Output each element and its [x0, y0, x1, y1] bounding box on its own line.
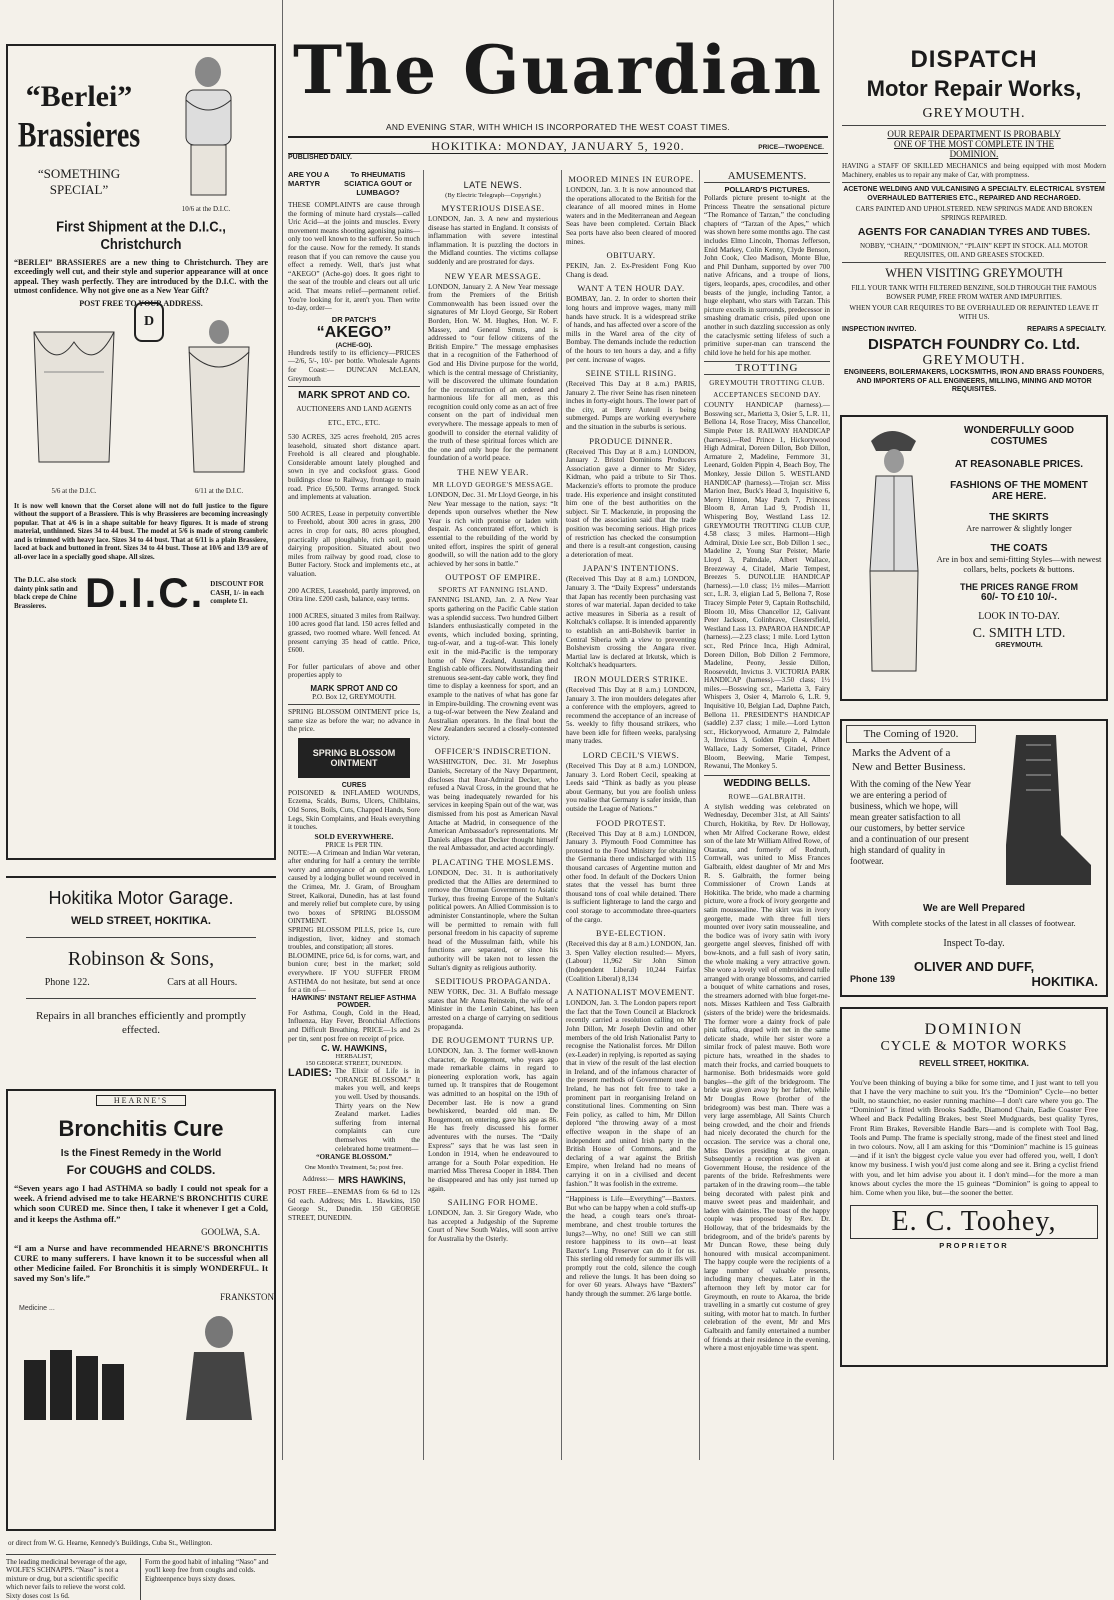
dispatch-body4: NOBBY, “CHAIN,” “DOMINION,” “PLAIN” KEPT IN STOCK. ALL MOTOR REQUISITES, OIL AND GREASES STOCKED. — [842, 242, 1106, 259]
testimonial-2: “I am a Nurse and have recommended HEARNE'S BRONCHITIS CURE to many sufferers. I have known it to be successful when all other Medicine failed. For Bronchitis it is simply WONDERFUL. It saved my Son's life.” — [14, 1243, 268, 1284]
c5-heading: PRODUCE DINNER. — [566, 436, 696, 446]
dispatch-body5: FILL YOUR TANK WITH FILTERED BENZINE, SOLD THROUGH THE FAMOUS BOWSER PUMP, FREE FROM WATER AND IMPURITIES. — [842, 284, 1106, 301]
c4-body: (Received This Day at 8 a.m.) PARIS, January 2. The river Seine has risen nineteen inches in forty-eight hours. The lower part of the city, at Berry Auteuil is being submerged. Pumps are working everywhere and the situation in the suburbs is serious. — [566, 380, 696, 432]
akego-tail: Hundreds testify to its efficiency—PRICES—2/6, 5/-, 10/- per bottle. Wholesale Agents for Coast:— DUNCAN McLEAN, Greymouth — [288, 349, 420, 383]
cures-body: POISONED & INFLAMED WOUNDS, Eczema, Scalds, Burns, Ulcers, Chilblains, Old Sores, Boils, Cuts, Chapped Hands, Sore Legs, Skin Complaints, and Heals everything it touches. — [288, 789, 420, 832]
garage-street: WELD STREET, HOKITIKA. — [6, 915, 276, 927]
pollards-body: Pollards picture present to-night at the Princess Theatre the sensational picture “The Romance of Tarzan,” the concluding chapters of “Tarzan of the Apes,” which was shown here some months ago. The cast includes Elmo Lincoln, Thomas Jefferson, Enid Markey, Colin Kenny, Clyde Benson, John Cook, Cleo Madison, Monte Blue, and Phil Dunham, supported by over 700 native Africans, and a troupe of lions, tigers, leopards, apes, crocodiles, and other beasts of the jungle, including Tantor, a huge elephant, who stars with Tarzan. This picture excells in surrounds, predecessor in smashing dramatic crisis, piled upon one another in such dazzling succession as only the cataclysmic setting lifeless of such a primitive super-man can transcend the child love he held for his ape mother. — [704, 194, 830, 357]
garage-phone: Phone 122. — [45, 977, 90, 988]
enemas-note: POST FREE—ENEMAS from 6s 6d to 12s 6d each. Address; Mrs L. Hawkins, 150 George St., Dunedin. 150 GEORGE STREET, DUNEDIN. — [288, 1188, 420, 1222]
schnapps-ad: The leading medicinal beverage of the age, WOLFE'S SCHNAPPS. “Naso” is not a mixture or drug, but a scientific specific which never fails to relieve the worst cold. Sixty doses cost 1s 6d. — [6, 1558, 141, 1600]
spring-blossom-note: SPRING BLOSSOM OINTMENT price 1s, same size as before the war; no advance in the price. — [288, 708, 420, 734]
oliver-h2: Marks the Advent of a New and Better Business. — [846, 743, 976, 777]
s3-body: LONDON, Dec. 31. Mr Lloyd George, in his New Year message to the nation, says: “It depends upon ourselves whether the New Year is rich with promise or laden with despair. As concentrated effort, which is essential to the rebuilding of the world by united effort, inspires the spirit of general goodwill, so will the nation add to the glory achieved by her sons in battle.” — [428, 491, 558, 568]
smith-l1: WONDERFULLY GOOD — [936, 425, 1102, 436]
dispatch-body1: HAVING a STAFF OF SKILLED MECHANICS and being equipped with most Modern Machinery, enables us to repair any make of Car, with promptness. — [842, 162, 1106, 179]
hearnes-brand: HEARNE'S — [96, 1095, 186, 1106]
c4-heading: SEINE STILL RISING. — [566, 368, 696, 378]
c7-heading: IRON MOULDERS STRIKE. — [566, 674, 696, 684]
berlei-title: “Berlei” — [14, 80, 144, 114]
dispatch-town: GREYMOUTH. — [842, 106, 1106, 122]
mark-sprot-sub: AUCTIONEERS AND LAND AGENTS — [288, 405, 420, 413]
dispatch-body6: WHEN YOUR CAR REQUIRES TO BE OVERHAULED OR REPAINTED LEAVE IT WITH US. — [842, 304, 1106, 321]
subcolumn-c — [566, 170, 700, 1460]
c11-body: LONDON, Jan. 3. The London papers report the fact that the Town Council at Blackrock recently carried a resolution calling on Mr John Dillon, Mr Joseph Devlin and other members of the old Irish Nationalist Party to recognise the Nationalist forces. Mr Dillon (ex-Leader) in replying, is reported as saying that in view of the result of the last election in Ireland, and of the infamous character of the present methods of Government used in Ireland, he has not felt free to take a prominent part in reorganising Ireland on constitutional lines. Commenting on Sinn Fein policy, as called to him, Mr Dillon deplored “the throwing away of a most effective weapon in the shape of an independent and united Irish party in the British House of Commons, and the declaring of a war against the British Empire, when Ireland had no means of carrying it on in a civilised and decent fashion.” It was foolish in the extreme. — [566, 999, 696, 1188]
testimonial-1: “Seven years ago I had ASTHMA so badly I could not speak for a week. A friend advised me to take HEARNE'S BRONCHITIS CURE which soon CURED me. Since then, I take it whenever I get a Cold, and it keeps the Asthma off.” — [14, 1183, 268, 1224]
c7-body: (Received This Day at 8 a.m.) LONDON, January 3. The iron moulders delegates after a conference with the employers, agreed to recommend the acceptance of an increase of 5s. weekly to fifty thousand strikers, who have been idle for fifteen weeks, paralysing many trades. — [566, 686, 696, 746]
left-ads-column — [0, 0, 283, 1460]
bloomine-note: BLOOMINE, price 6d, is for corns, wart, and bunion cure; best in the market; sold everywhere. IF YOU SUFFER FROM ASTHMA do not hesitate, but send at once for a tin of— — [288, 952, 420, 995]
baxters-ad: “Happiness is Life—Everything”—Baxters. But who can be happy when a cold stuffs-up the head, a cough tears one's throat-membrane, and chest trouble tortures the lungs?—Why, no one! Still we can still restore happiness to its own—at least Baxter's Lung Preserver can do it for us. This sterling old remedy for summer ills will promptly rout the cold, silence the cough and relieve the lungs. It has been doing so for over 60 years. Always have “Baxters” handy through the summer. 2/6 large bottle. — [566, 1195, 696, 1298]
oliver-town: HOKITIKA. — [1032, 974, 1098, 989]
smith-l2: COSTUMES — [936, 436, 1102, 447]
further-particulars: For fuller particulars of above and other properties apply to — [288, 663, 420, 680]
smith-l7: Are narrower & slightly longer — [936, 523, 1102, 533]
bronchitis-ad — [6, 1089, 276, 1531]
spring-blossom-banner: SPRING BLOSSOM OINTMENT — [298, 738, 410, 778]
price: PRICE—TWOPENCE. — [758, 144, 824, 151]
bronchitis-tag1: Is the Finest Remedy in the World — [14, 1148, 268, 1159]
dic-discount: DISCOUNT FOR CASH, 1/- in each complete £1. — [210, 580, 268, 606]
hawkins-relief: HAWKINS' INSTANT RELIEF ASTHMA POWDER. — [288, 995, 420, 1009]
foundry-body: ENGINEERS, BOILERMAKERS, LOCKSMITHS, IRON AND BRASS FOUNDERS, AND IMPORTERS OF ALL ENGINEERS, MILLING, MINING AND MOTOR REQUISITES. — [842, 369, 1106, 395]
model-illustration — [146, 50, 266, 200]
smith-l4: FASHIONS OF THE MOMENT — [936, 480, 1102, 491]
c3-body: BOMBAY, Jan. 2. In order to shorten their long hours and improve wages, many mill hands have struck. It is a widespread strike of hands, and has affected over a score of the mills in the Warel area of the city of Bombay. The demands include the reduction of the hours to ten hours a day, and a fifty per cent. increase of wages. — [566, 295, 696, 364]
garage-cars: Cars at all Hours. — [167, 977, 237, 988]
c8-body: (Received This Day at 8 a.m.) LONDON, January 3. Lord Robert Cecil, speaking at Leeds said “Think as badly as you please about Germany, but you are foolish unless you realise that Germany is safer inside, than outside the League of Nations.” — [566, 762, 696, 814]
c6-body: (Received This Day at 8 a.m.) LONDON, January 3. The “Daily Express” understands that Japan has recently been purchasing vast stores of war material. Japan decided to take active measures in Siberia as a result of Koltchak's collapse. It is intended apparently to establish an anti-Bolshevik barrier in Central Siberia with a view to preventing Bolshevism crossing the Angara river. Martial law is declared at Irkutsk, which is Koltchak's headquarters. — [566, 575, 696, 670]
wedding-body: A stylish wedding was celebrated on Wednesday, December 31st, at All Saints' Church, Hokitika, by Rev. Dr Holloway, when Mr Alfred Cockerane Rowe, eldest son of the late Mr William Alfred Rowe, of Otautau, and formerly of Redruth, Cornwall, was united to Miss Frances Galbraith, eldest daughter of Mr and Mrs R. S. Galbraith, the former being Commissioner of Crown Lands at Hokitika. The bride, who made a charming picture, wore a frock of ivory georgette and satin moussealine. The skirt was in ivory georgette, made with three full tiers mounted over ivory satin moussealine, and the bodice was of ivory satin with ivory georgette angel sleeves, finished off with bow-knots, and a full sash of ivory satin, the whole making a very attractive gown. She wore a lovely veil of embroidered tulle arranged with orange blossoms, and carried a bouquet of white carnations and roses, the streamers adorned with blue forget-me-nots. Misses Kathleen and Tess Galbraith (sisters of the bride) were the bridesmaids. The former wore a dainty frock of pale pink taffeta, draped with net in the same delicate shade, while her sister wore a similar frock of palest mauve. Both wore picture hats, wreathed in the shades to match their frocks, and carried bouquets to harmonise. Both bridesmaids wore gold bangles—the gift of the bridegroom. The bride was given away by her father, while Mr Douglas Rowe (brother of the bridegroom) was best man. There was a very large assemblage, All Saints Church being crowded, and the choir and friends had nicely decorated the church for the occasion. The service was a choral one, Miss Davies presiding at the organ. Subsequently a reception was given at Government House, the residence of the parents of the bride. Refreshments were partaken of in the drawing room—the table being decorated with palest pink and mauve sweet peas and maidenhair, and laden with dainties. The toast of the happy couple was proposed by Rev. Dr. Holloway, that of the bridesmaids by the bridegroom, and of the bride's parents by Mr Duncan Rowe, these being duly honoured with musical accompaniment. The happy couple were the recipients of a large number of valuable presents, including many cheques. Later in the afternoon they left by motor car for Greymouth, en route to Akaroa, the bride travelling in a smartly cut costume of grey suiting, with motor hat to match. In further celebration of the event, Mr and Mrs Galbraith and family entertained a number of friends at their residence in the evening, where a most enjoyable time was spent. — [704, 803, 830, 1353]
c3-heading: WANT A TEN HOUR DAY. — [566, 283, 696, 293]
one-month: One Month's Treatment, 5s; post free. — [288, 1164, 420, 1171]
c2-heading: OBITUARY. — [566, 250, 696, 260]
bronchitis-tag2: For COUGHS and COLDS. — [14, 1163, 268, 1177]
brassiere-figure-right — [164, 312, 274, 482]
address-label: Address:— — [302, 1175, 334, 1185]
s9-heading: SAILING FOR HOME. — [428, 1197, 558, 1207]
c8-heading: LORD CECIL'S VIEWS. — [566, 750, 696, 760]
dic-logo: D.I.C. — [85, 569, 204, 617]
smith-l8: THE COATS — [936, 543, 1102, 554]
land-500: 500 ACRES, Lease in perpetuity convertible to Freehold, about 300 acres in grass, 200 acres in crop for oats, 80 acres ploughed, practically all ploughable, rich soil, good dairying proposition. Situated about two miles from railway by good road, close to Butter Factory. Stock and implements etc., at valuation. — [288, 510, 420, 579]
dispatch-body3: CARS PAINTED AND UPHOLSTERED. NEW SPRINGS MADE AND BROKEN SPRINGS REPAIRED. — [842, 205, 1106, 222]
lady-costume-illustration — [846, 421, 936, 697]
asthma-body: For Asthma, Cough, Cold in the Head, Influenza, Hay Fever, Bronchial Affections and Difficult Breathing. PRICE—1s and 2s per tin, sent post free on receipt of price. — [288, 1009, 420, 1043]
oliver-name: OLIVER AND DUFF, — [846, 959, 1102, 974]
masthead-subtitle: AND EVENING STAR, WITH WHICH IS INCORPORATED THE WEST COAST TIMES. — [284, 122, 832, 132]
ladies-body: The Elixir of Life is in “ORANGE BLOSSOM.” It makes you well, and keeps you well. Used by thousands. Thirty years on the New Zealand market. Ladies suffering from internal complaints can cure themselves with the celebrated home treatment— — [335, 1067, 420, 1153]
crimean-note: NOTE:—A Crimean and Indian War veteran, after enduring for half a century the terrible worry and annoyance of an open wound, caused by a lodging bullet wound received in the Crimea, Mr. J. Gram, of Brougham Street, Kaikorai, Dunedin, has at last found and merely relief but complete cure, by using two boxes of SPRING BLOSSOM OINTMENT. — [288, 849, 420, 926]
s5-heading: OFFICER'S INDISCRETION. — [428, 746, 558, 756]
trotting-heading: TROTTING — [704, 361, 830, 375]
c1-heading: MOORED MINES IN EUROPE. — [566, 174, 696, 184]
s6-heading: PLACATING THE MOSLEMS. — [428, 857, 558, 867]
land-530: 530 ACRES, 325 acres freehold, 205 acres leasehold, situated short distance apart. Freehold is all cleared and ploughable. Considerable amount lately ploughed and sown in rye and cocksfoot grass. Good buildings close to Railway, frontage to main road. Price £6,500. Terms arranged. Stock and implements at valuation. — [288, 433, 420, 502]
dispatch-line1: OUR REPAIR DEPARTMENT IS PROBABLY — [842, 129, 1106, 139]
s4-heading: OUTPOST OF EMPIRE. — [428, 572, 558, 582]
dr-patch: DR PATCH'S — [288, 315, 420, 324]
dic-left-note: The D.I.C. also stock dainty pink satin and black crepe de Chine Brassieres. — [14, 576, 79, 610]
c11-heading: A NATIONALIST MOVEMENT. — [566, 987, 696, 997]
herbalist: HERBALIST, — [288, 1053, 420, 1060]
berlei-ad — [6, 44, 276, 860]
land-200: 200 ACRES, Leasehold, partly improved, on Otira line. £200 cash, balance, easy terms. — [288, 587, 420, 604]
pills-note: SPRING BLOSSOM PILLS, price 1s, cure indigestion, liver, kidney and stomach troubles, and constipation; all stores. — [288, 926, 420, 952]
garage-ad — [6, 876, 276, 1037]
s2-heading: NEW YEAR MESSAGE. — [428, 271, 558, 281]
oliver-prepared: We are Well Prepared — [846, 903, 1102, 914]
orange-blossom: “ORANGE BLOSSOM.” — [288, 1153, 420, 1161]
smith-l11: 60/- TO £10 10/-. — [936, 592, 1102, 603]
acceptances: ACCEPTANCES SECOND DAY. — [704, 391, 830, 399]
dic-logo-icon: D — [134, 302, 164, 342]
mark-sprot-box: P.O. Box 12, GREYMOUTH. — [288, 693, 420, 701]
caption-6-11: 6/11 at the D.I.C. — [164, 487, 274, 496]
smith-l5: ARE HERE. — [936, 491, 1102, 502]
dispatch-visit: WHEN VISITING GREYMOUTH — [842, 266, 1106, 281]
smith-l9: Are in box and semi-fitting Styles—with newest collars, belts, pockets & buttons. — [936, 554, 1102, 574]
caption-10-6: 10/6 at the D.I.C. — [144, 205, 268, 214]
oliver-inspect: Inspect To-day. — [846, 938, 1102, 949]
sold-everywhere: SOLD EVERYWHERE. — [288, 832, 420, 841]
s1-body: LONDON, Jan. 3. A new and mysterious disease has started in England. It consists of inflammation with severe intestinal inflammation. It is puzzling the doctors in the Midland counties. The victims collapse suddenly and are prostrated for days. — [428, 215, 558, 267]
dominion-body: You've been thinking of buying a bike for some time, and I just want to tell you that I have the very machine to suit you. It's the “Dominion” Cycle—no better built, no staunchier, no easier running machine—I don't care where you go. The “Dominion” is fitted with Brooks Saddle, Diamond Chain, Eadie Coaster Free Wheel and Back Pedalling Brakes, best Steel Mudguards, best quality Tyres, Front Rim Brakes, Reversible Handle Bars—and is complete with Tool Bag, Tools and Pump. The frame is specially strong, made of the finest steel and lined in two colours. Now, all I am asking for this “Dominion” machine is 15 guineas—and if it isn't the biggest cycle value you ever had offered you, well, I don't know my business. I wish you'd just come along and see it. Bring a cyclist friend with you, and let him advise you about it. I don't mind—for the more a man knows about cycles the more the 15 guineas “Dominion” is going to appeal to him. Come when you like, but—the sooner the better. — [850, 1078, 1098, 1198]
proprietor: PROPRIETOR — [850, 1241, 1098, 1250]
c10-heading: BYE-ELECTION. — [566, 928, 696, 938]
boot-illustration — [976, 725, 1100, 895]
greymouth-trotting: GREYMOUTH TROTTING CLUB. — [704, 379, 830, 387]
repairs-specialty: REPAIRS A SPECIALTY. — [1027, 326, 1106, 333]
c6-heading: JAPAN'S INTENTIONS. — [566, 563, 696, 573]
oliver-body: With the coming of the New Year we are entering a period of business, which we hope, will mean greater satisfaction to all our customers, by better service and a continuation of our present high standard of quality in footwear. — [846, 777, 976, 869]
smith-l3: AT REASONABLE PRICES. — [936, 459, 1102, 470]
toohey-name: E. C. Toohey, — [850, 1205, 1098, 1239]
rheum-body: THESE COMPLAINTS are cause through the forming of minute hard crystals—called Uric Acid—at the joints and muscles. Every movement means shooting agonising pains—only too well known to the sufferer. So much for the cause. Now for the remedy. It stands reason that if you can remove the cause you effect a remedy. Well, that's just what “AKEGO” (Ache-go) does. It goes right to the seat of the trouble and clears out all uric acid. That means relief—permanent relief. You're looking for it, aren't you. Then write to-day, order— — [288, 201, 420, 313]
mark-sprot-etc: ETC., ETC., ETC. — [288, 419, 420, 427]
ladies-heading: LADIES: — [288, 1067, 332, 1153]
doctor-illustration — [164, 1302, 274, 1422]
brassieres-title: Brassieres — [14, 115, 144, 157]
post-free: POST FREE TO YOUR ADDRESS. — [14, 299, 268, 309]
naso-ad: Form the good habit of inhaling “Naso” and you'll keep free from coughs and colds. Eighteenpence buys sixty doses. — [141, 1558, 276, 1600]
dispatch-ad — [834, 0, 1114, 401]
s7-body: NEW YORK, Dec. 31. A Buffalo message states that Mr Anna Reinstein, the wife of a Minister in the Lenin Cabinet, has been arrested on a charge of carrying on seditious propaganda. — [428, 988, 558, 1031]
smith-l6: THE SKIRTS — [936, 512, 1102, 523]
s5-body: WASHINGTON, Dec. 31. Mr Josephus Daniels, Secretary of the Navy Department, discloses that Rear-Admiral Decker, who refused a Naval Cross, in the ground that he was being inadequately rewarded for his services in keeping Spain out of the war, was dismissed from his post as American Naval Attache at Madrid, in consequence of the American Ambassador's representations. Mr Daniels alleges that Decker thought himself the real Ambassador, and acted accordingly. — [428, 758, 558, 853]
akego-title: “AKEGO” — [288, 324, 420, 342]
s9-body: LONDON, Jan. 3. Sir Gregory Wade, who has accepted a Judgeship of the Supreme Court of New South Wales, will soon arrive for Australia by the Osterly. — [428, 1209, 558, 1243]
price-per-tin: PRICE 1s PER TIN. — [288, 841, 420, 849]
c5-body: (Received This Day at 8 a.m.) LONDON, January 2. Bristol Dominions Producers Association gave a dinner to Mr Sidey, Kidman, who paid a tribute to Sir Thos. Mackenzie's efforts to promote the produce trade. His experience and insight constituted him one of the best authorities on the subject. Sir T. Mackenzie, in proposing the toast of the association said that the trade position was becoming serious. High prices of restriction has checked the consumption and there is a result-ant congestion, causing a deterioration of meat. — [566, 448, 696, 560]
bronchitis-title: Bronchitis Cure — [14, 1116, 268, 1142]
garage-repairs: Repairs in all branches efficiently and promptly effected. — [6, 1009, 276, 1037]
berlei-tagline: “SOMETHING SPECIAL” — [14, 166, 144, 198]
late-news: LATE NEWS. — [428, 180, 558, 190]
pollards-heading: POLLARD'S PICTURES. — [704, 185, 830, 194]
subcolumn-b — [428, 170, 562, 1460]
oliver-h1: The Coming of 1920. — [846, 725, 976, 743]
hawkins-address: 150 GEORGE STREET, DUNEDIN. — [288, 1060, 420, 1067]
s6-body: LONDON, Dec. 31. It is authoritatively predicted that the Allies are determined to remove the Ottoman Government to Asiatic Turkey, thus freeing Europe of the Sultan's political powers. An Allied Commission is to administer Constantinople, where the Sultan will be permitted to remain with full personal freedom in his capacity of supreme head of the Mussulman faith, while his functions are separated, or since his authority will be taken not to lessen the Sultan's dignity as religious authority. — [428, 869, 558, 972]
amusements-heading: AMUSEMENTS. — [704, 170, 830, 183]
mark-sprot-title: MARK SPROT AND CO. — [288, 390, 420, 401]
rheum-question: ARE YOU A MARTYR — [288, 170, 336, 188]
dominion-ad — [840, 1007, 1108, 1367]
smith-name: C. SMITH LTD. — [936, 626, 1102, 642]
brassiere-figure-left — [14, 312, 134, 482]
dispatch-line3: DOMINION. — [842, 149, 1106, 159]
c2-body: PEKIN, Jan. 2. Ex-President Fong Kuo Chang is dead. — [566, 262, 696, 279]
smith-l12: LOOK IN TO-DAY. — [936, 611, 1102, 622]
trotting-results: COUNTY HANDICAP (harness).—Bosswing scr., Marietta 3, Osier 5, L.R. 11, Bellona 14, Rose Tracey, Miss Chancellor, Simple Peter 18. RAILWAY HANDICAP (harness).—Red Prince 1, Hickorywood High Admiral, Doreen Dillon, Bob Dillon, Armature 2, Madeline, Fernmore 31, Leenard, Golden Pippin 4, Beach Boy, The Monkey, Jessie Dillon 5. WESTLAND HANDICAP (harness).—Trojan scr. Miss Marion Inez, Buck's Head 3, Inquisitive 6, Merry Hinton, May Patch 7, Princess Bloom 8, Arran Lad 9, Prodish 11, Whispering Boy, Westland Lass 12. GREYMOUTH TROTTING CLUB CUP, 4.58 class; 3 miles. Harmont—High Admiral, Dixie Lee scr., Bob Dillon 1 sec., Madeline 2, Young Star Peister, Marie Lloyd 3, Palmdale, Albert Wallace, Breezeway 4, Citadel, Marie Tempest, Breezes 5. DUNOLLIE HANDICAP (harness).—1.0 class; 1½ miles—Marriott scr., L.R. 3, eligian Lad 5, Bellona 7, Rose Tracey Simple Peter 9, Captain Rothschild, Bloom 10, Miss Chancellor 12, Galivant Peter Jackson, Colinbrave, Clestersfield, Westland Lass 13. PAPAROA HANDICAP (harness).—2.23 class; 1 mile. Lord Lytton scr., Red Prince Inca, High Admiral, Doreen Dillon, Bob Dillon 2 Fernmore, Madeline, Peony, Jessie Dillon, Rooseveldt, Invictus 3. VICTORIA PARK HANDICAP (harness).—3.50 class; 1½ miles.—Bosswing scr., Marietta 3, Fairy Whispers 3, Osier 4, Marrolo 6, L.R. 9, Inquisitive 10, Belgian Lad, Daphne Patch, Bellona 11. PRESIDENT'S HANDICAP (saddle) 2.37 class; 1 mile.—Lord Lytton scr., Hickorywood, Armature 2, Palmdale 3, Invictus 3, Golden Pippin 4, Albert Wallace, Lady Somerset, Citadel, Prince Bloom, Beewing, Marie Tempest, Rewanui, The Monkey 5. — [704, 401, 830, 771]
wedding-heading: WEDDING BELLS. — [704, 775, 830, 789]
foundry-town: GREYMOUTH. — [842, 353, 1106, 369]
testimonial-2-sig: FRANKSTON — [164, 1292, 274, 1302]
dispatch-title: DISPATCH — [842, 46, 1106, 74]
dispatch-line2: ONE OF THE MOST COMPLETE IN THE — [842, 139, 1106, 149]
c10-body: (Received this day at 8 a.m.) LONDON, Jan. 3. Spen Valley election resulted:— Myers, (Labour) 11,962 Sir John Simon (Independent Liberal) 10,244 Fairfax (Coalition Liberal) 8,134 — [566, 940, 696, 983]
s8-body: LONDON, Jan. 3. The former well-known character, de Rougemont, who years ago made remarkable claims in regard to pioneering exploration work, has again turned up. It transpires that de Rougemont was admitted to an hospital on the 19th of December last. He is now a grand bewhiskered, bearded old man. De Rougemont, on entering, gave his age as 86. He has freely discussed his former adventures with the nurses. The “Daily Express” says that he was last seen in London in 1914, when he endeavoured to arrange for a South Polar expedition. He married Miss Theresa Cooper in 1884. Then he disappeared and has only just turned up again. — [428, 1047, 558, 1193]
smith-town: GREYMOUTH. — [936, 642, 1102, 649]
c9-heading: FOOD PROTEST. — [566, 818, 696, 828]
center-news-area — [284, 0, 832, 1460]
testimonial-1-sig: GOOLWA, S.A. — [22, 1227, 260, 1237]
dominion-street: REVELL STREET, HOKITIKA. — [850, 1059, 1098, 1068]
dispatch-title2: Motor Repair Works, — [842, 76, 1106, 102]
dispatch-agents: AGENTS FOR CANADIAN TYRES AND TUBES. — [842, 226, 1106, 238]
berlei-notes: It is now well known that the Corset alone will not do full justice to the figure without the support of a Brassiere. This is why Brassieres are becoming increasingly popular. That at 4/6 is in a shape suitable for heavy figures. It is made of strong material, unthinned. Sizes 34 to 44 bust. The model at 5/6 is made of strong cambric and is trimmed with heavy lace. Sizes 34 to 44 bust. That at 6/11 is a plain Brassiere, laced at back and buttoned in front. Sizes 34 to 44 bust. Those at 10/6 and 13/9 are of all-over lace in a specially good shape. All sizes. — [14, 502, 268, 562]
land-1000: 1000 ACRES, situated 3 miles from Railway. 100 acres good flat land. 150 acres felled and grassed, two roomed whare. Well fenced. At present carrying 35 head of cattle. Price, £600. — [288, 612, 420, 655]
dispatch-body2: ACETONE WELDING AND VULCANISING A SPECIALTY. ELECTRICAL SYSTEM OVERHAULED BATTERIES ETC., REPAIRED AND RECHARGED. — [842, 186, 1106, 203]
smith-costumes-ad — [840, 415, 1108, 701]
published-daily: PUBLISHED DAILY. — [284, 154, 832, 161]
foundry-name: DISPATCH FOUNDRY Co. Ltd. — [842, 336, 1106, 353]
hawkins-name: C. W. HAWKINS, — [288, 1043, 420, 1053]
oliver-phone: Phone 139 — [850, 974, 895, 989]
dominion-title: DOMINION — [850, 1021, 1098, 1039]
s1-heading: MYSTERIOUS DISEASE. — [428, 203, 558, 213]
berlei-body: “BERLEI” BRASSIERES are a new thing to Christchurch. They are exceedingly well cut, and their style and superior appearance will at once appeal. They wash perfectly. They are introduced by the D.I.C. with the utmost confidence. Why not give one as a New Year Gift? — [14, 258, 268, 296]
s8-heading: DE ROUGEMONT TURNS UP. — [428, 1035, 558, 1045]
rowe-galbraith: ROWE—GALBRAITH. — [704, 793, 830, 801]
masthead-title: The Guardian — [284, 30, 832, 110]
c9-body: (Received This Day at 8 a.m.) LONDON, January 3. Plymouth Food Committee has protested to the Food Ministry for obtaining the Germania there undischarged with 115 thousand carcases of Argentine mutton and other food. In default of the Dockers Union states that the vessel has burnt three thousand tons of coal while detained. There is sufficient lighterage to land the cargo and cool storage to accommodate three-quarters of the cargo. — [566, 830, 696, 925]
s4-sub: SPORTS AT FANNING ISLAND. — [428, 586, 558, 594]
inspection-invited: INSPECTION INVITED. — [842, 326, 916, 333]
caption-5-6: 5/6 at the D.I.C. — [14, 487, 134, 496]
s4-body: FANNING ISLAND, Jan. 2. A New Year sports gathering on the Pacific Cable station was a splendid success. Two hundred Gilbert Islanders enthusiastically competed in the events, which included boxing, sprinting, tug-of-war, and a tug-of-war. This lonely exit in the mid-Pacific is the temporary home of New Zealand, Australian and English cable officers. Notwithstanding their strenuous sea-sent-day cable work, they find time to display a keenness for sport, and an example to the natives of what has gone far in Empire-building. The crowning event was a tug-of-war between the New Zealand and Australian operators. In the final bout the New Zealanders secured a closely-contested victory. — [428, 596, 558, 742]
subcolumn-a — [288, 170, 424, 1460]
rheum-to: To RHEUMATIS SCIATICA GOUT or LUMBAGO? — [336, 170, 420, 197]
oliver-duff-ad — [840, 719, 1108, 997]
garage-name: Hokitika Motor Garage. — [6, 888, 276, 909]
telegraph-note: (By Electric Telegraph—Copyright.) — [428, 192, 558, 199]
bottle-illustration — [14, 1290, 164, 1430]
smith-l10: THE PRICES RANGE FROM — [936, 582, 1102, 592]
cures-heading: CURES — [288, 782, 420, 789]
s2-body: LONDON, January 2. A New Year message from the Premiers of the British Commonwealth has been issued over the signatures of Mr Lloyd George, Sir Robert Borden, Hon. W. M. Hughes, Hon. W. F. Massey, and General Smuts, and is addressed to “our fellow citizens of the British Empire.” The message emphasises that in a recognition of the Fatherhood of God and His Divine purpose for the world, which is the central message of Christianity, will be discovered the ultimate foundation for the reconstruction of an ordered and harmonious life for all men, as this recognition could only come as an act of free consent on the part of individual men everywhere. The message appeals to men of goodwill to consider the eternal validity of the truth of these spiritual forces which are the one and only hope for the permanent foundation of a world peace. — [428, 283, 558, 463]
dominion-title2: CYCLE & MOTOR WORKS — [850, 1039, 1098, 1055]
hearne-address: or direct from W. G. Hearne, Kennedy's Buildings, Cuba St., Wellington. — [0, 1537, 282, 1550]
s3-heading: THE NEW YEAR. — [428, 467, 558, 477]
s3-sub: MR LLOYD GEORGE'S MESSAGE. — [428, 481, 558, 489]
mrs-hawkins: MRS HAWKINS, — [338, 1175, 406, 1185]
svg-text:Medicine ...: Medicine ... — [19, 1305, 55, 1312]
s7-heading: SEDITIOUS PROPAGANDA. — [428, 976, 558, 986]
subcolumn-d — [704, 170, 830, 1460]
dateline: HOKITIKA: MONDAY, JANUARY 5, 1920. — [288, 138, 828, 154]
ache-go: (ACHE-GO). — [288, 342, 420, 349]
shipment-heading: First Shipment at the D.I.C., Christchurch — [14, 217, 268, 252]
right-ads-column — [833, 0, 1114, 1460]
garage-firm: Robinson & Sons, — [6, 948, 276, 971]
mark-sprot-sig: MARK SPROT AND CO — [288, 684, 420, 693]
oliver-prepared2: With complete stocks of the latest in all classes of footwear. — [846, 918, 1102, 928]
c1-body: LONDON, Jan. 3. It is now announced that the operations allocated to the British for the clearance of all moored mines in Home waters and in the Mediterranean and Aegean Seas have been completed. Certain Black Sea ports have also been cleared of moored mines. — [566, 186, 696, 246]
